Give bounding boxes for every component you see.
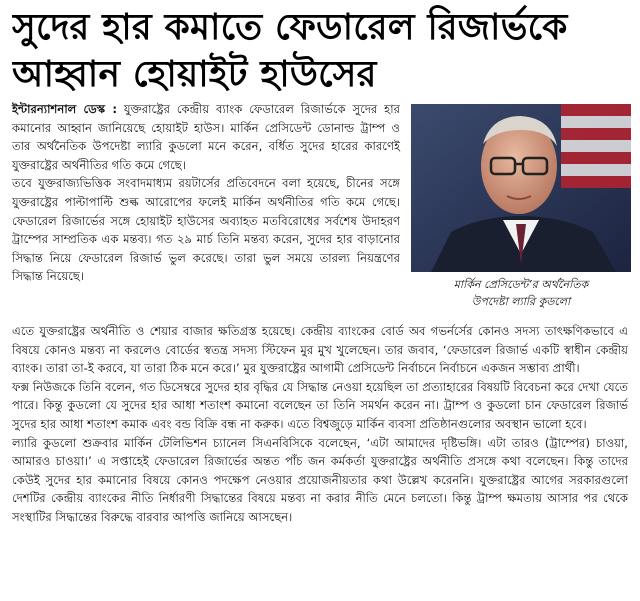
- paragraph-1: [12, 100, 400, 174]
- article-column-full: [12, 322, 628, 527]
- photo-caption: [411, 276, 631, 310]
- paragraph-3: এতে যুক্তরাষ্ট্রের অর্থনীতি ও শেয়ার বাজার ক্ষতিগ্রস্ত হয়েছে। কেন্দ্রীয় ব্যাংকের বোর্ড অব গভর্নর্সের কোনও সদস্য তাৎক্ষণিকভাবে এ বিষয়ে কোনও মন্তব্য না করলেও বোর্ডের স্বতন্ত্র সদস্য স্টিফেন মুর মুখ খুলেছেন। তার জবাব, ‘ফেডারেল রিজার্ভ একটি স্বাধীন কেন্দ্রীয় ব্যাংক। তারা তা-ই করবে, যা তারা ঠিক মনে করে।’ মুর যুক্তরাষ্ট্রের আগামী প্রেসিডেন্ট নির্বাচনে নির্বাচনে একজন সম্ভাব্য প্রার্থী।: [12, 324, 628, 376]
- paragraph-5: ল্যারি কুডলো শুক্রবার মার্কিন টেলিভিশন চ্যানেল সিএনবিসিকে বলেছেন, ‘এটা আমাদের দৃষ্টিভঙ্গি। এটা তারও (ট্রাম্পের) চাওয়া, আমারও চাওয়া।’ এ সপ্তাহেই ফেডারেল রিজার্ভের অন্তত পাঁচ জন কর্মকর্তা যুক্তরাষ্ট্রের অর্থনীতি প্রসঙ্গে কথা বলেছেন। কিন্তু তাদের কেউই সুদের হার কমানোর বিষয়ে কোনও পদক্ষেপ নেওয়ার প্রয়োজনীয়তার কথা উল্লেখ করেননি। যুক্তরাষ্ট্রের আগের সরকারগুলো দেশটির কেন্দ্রীয় ব্যাংকের নীতি নির্ধারণী সিদ্ধান্তের বিষয়ে মন্তব্য না করার নীতি মেনে চলতো। কিন্তু ট্রাম্প ক্ষমতায় আসার পর থেকে সংস্থাটির সিদ্ধান্তের বিরুদ্ধে বারবার আপত্তি জানিয়ে আসছেন।: [12, 435, 628, 524]
- caption-line-2: উপদেষ্টা ল্যারি কুডলো: [471, 295, 571, 308]
- headline-line-2: আহ্বান হোয়াইট হাউসের: [12, 54, 377, 95]
- paragraph-2: তবে যুক্তরাজ্যভিত্তিক সংবাদমাধ্যম রয়টার্সের প্রতিবেদনে বলা হয়েছে, চীনের সঙ্গে যুক্তরাষ্ট্রের পাল্টাপাল্টি শুল্ক আরোপের ফলেই মার্কিন অর্থনীতির গতি কমে গেছে। ফেডারেল রিজার্ভের সঙ্গে হোয়াইট হাউসের অব্যাহত মতবিরোধের সর্বশেষ উদাহরণ ট্রাম্পের সাম্প্রতিক এক মন্তব্য। গত ২৯ মার্চ তিনি মন্তব্য করেন, সুদের হার বাড়ানোর সিদ্ধান্ত নিয়ে ফেডারেল রিজার্ভ ভুল করেছে। তারা ভুল সময়ে তারল্য নিয়ন্ত্রণের সিদ্ধান্ত নিয়েছে।: [12, 176, 400, 284]
- paragraph-1-text: যুক্তরাষ্ট্রের কেন্দ্রীয় ব্যাংক ফেডারেল রিজার্ভকে সুদের হার কমানোর আহ্বান জানিয়েছে হোয়াইট হাউস। মার্কিন প্রেসিডেন্ট ডোনাল্ড ট্রাম্প ও তার অর্থনৈতিক উপদেষ্টা ল্যারি কুডলো মনে করেন, বর্ধিত সুদের হারের কারণেই যুক্তরাষ্ট্রের অর্থনীতির গতি কমে গেছে।: [12, 102, 400, 172]
- kudlow-photo: [411, 104, 631, 272]
- portrait-image: [411, 104, 631, 272]
- caption-line-1: মার্কিন প্রেসিডেন্ট’র অর্থনৈতিক: [453, 278, 589, 291]
- dateline: ইন্টারন্যাশনাল ডেস্ক :: [12, 102, 117, 116]
- headline-line-1: সুদের হার কমাতে ফেডারেল রিজার্ভকে: [12, 7, 568, 48]
- article-column-left: [12, 100, 400, 286]
- headline: [12, 4, 630, 98]
- paragraph-4: ফক্স নিউজকে তিনি বলেন, গত ডিসেম্বরে সুদের হার বৃদ্ধির যে সিদ্ধান্ত নেওয়া হয়েছিল তা প্রত্যাহারের বিষয়টি বিবেচনা করে দেখা যেতে পারে। কিন্তু কুডলো যে সুদের হার আধা শতাংশ কমানো বলেছেন তা তিনি সমর্থন করেন না। ট্রাম্প ও কুডলো চান ফেডারেল রিজার্ভ সুদের হার আধা শতাংশ কমাক এবং বন্ড বিক্রি বন্ধ না করুক। এতে বিশ্বজুড়ে মার্কিন ব্যবসা প্রতিষ্ঠানগুলোর অবস্থান ভালো হবে।: [12, 379, 628, 431]
